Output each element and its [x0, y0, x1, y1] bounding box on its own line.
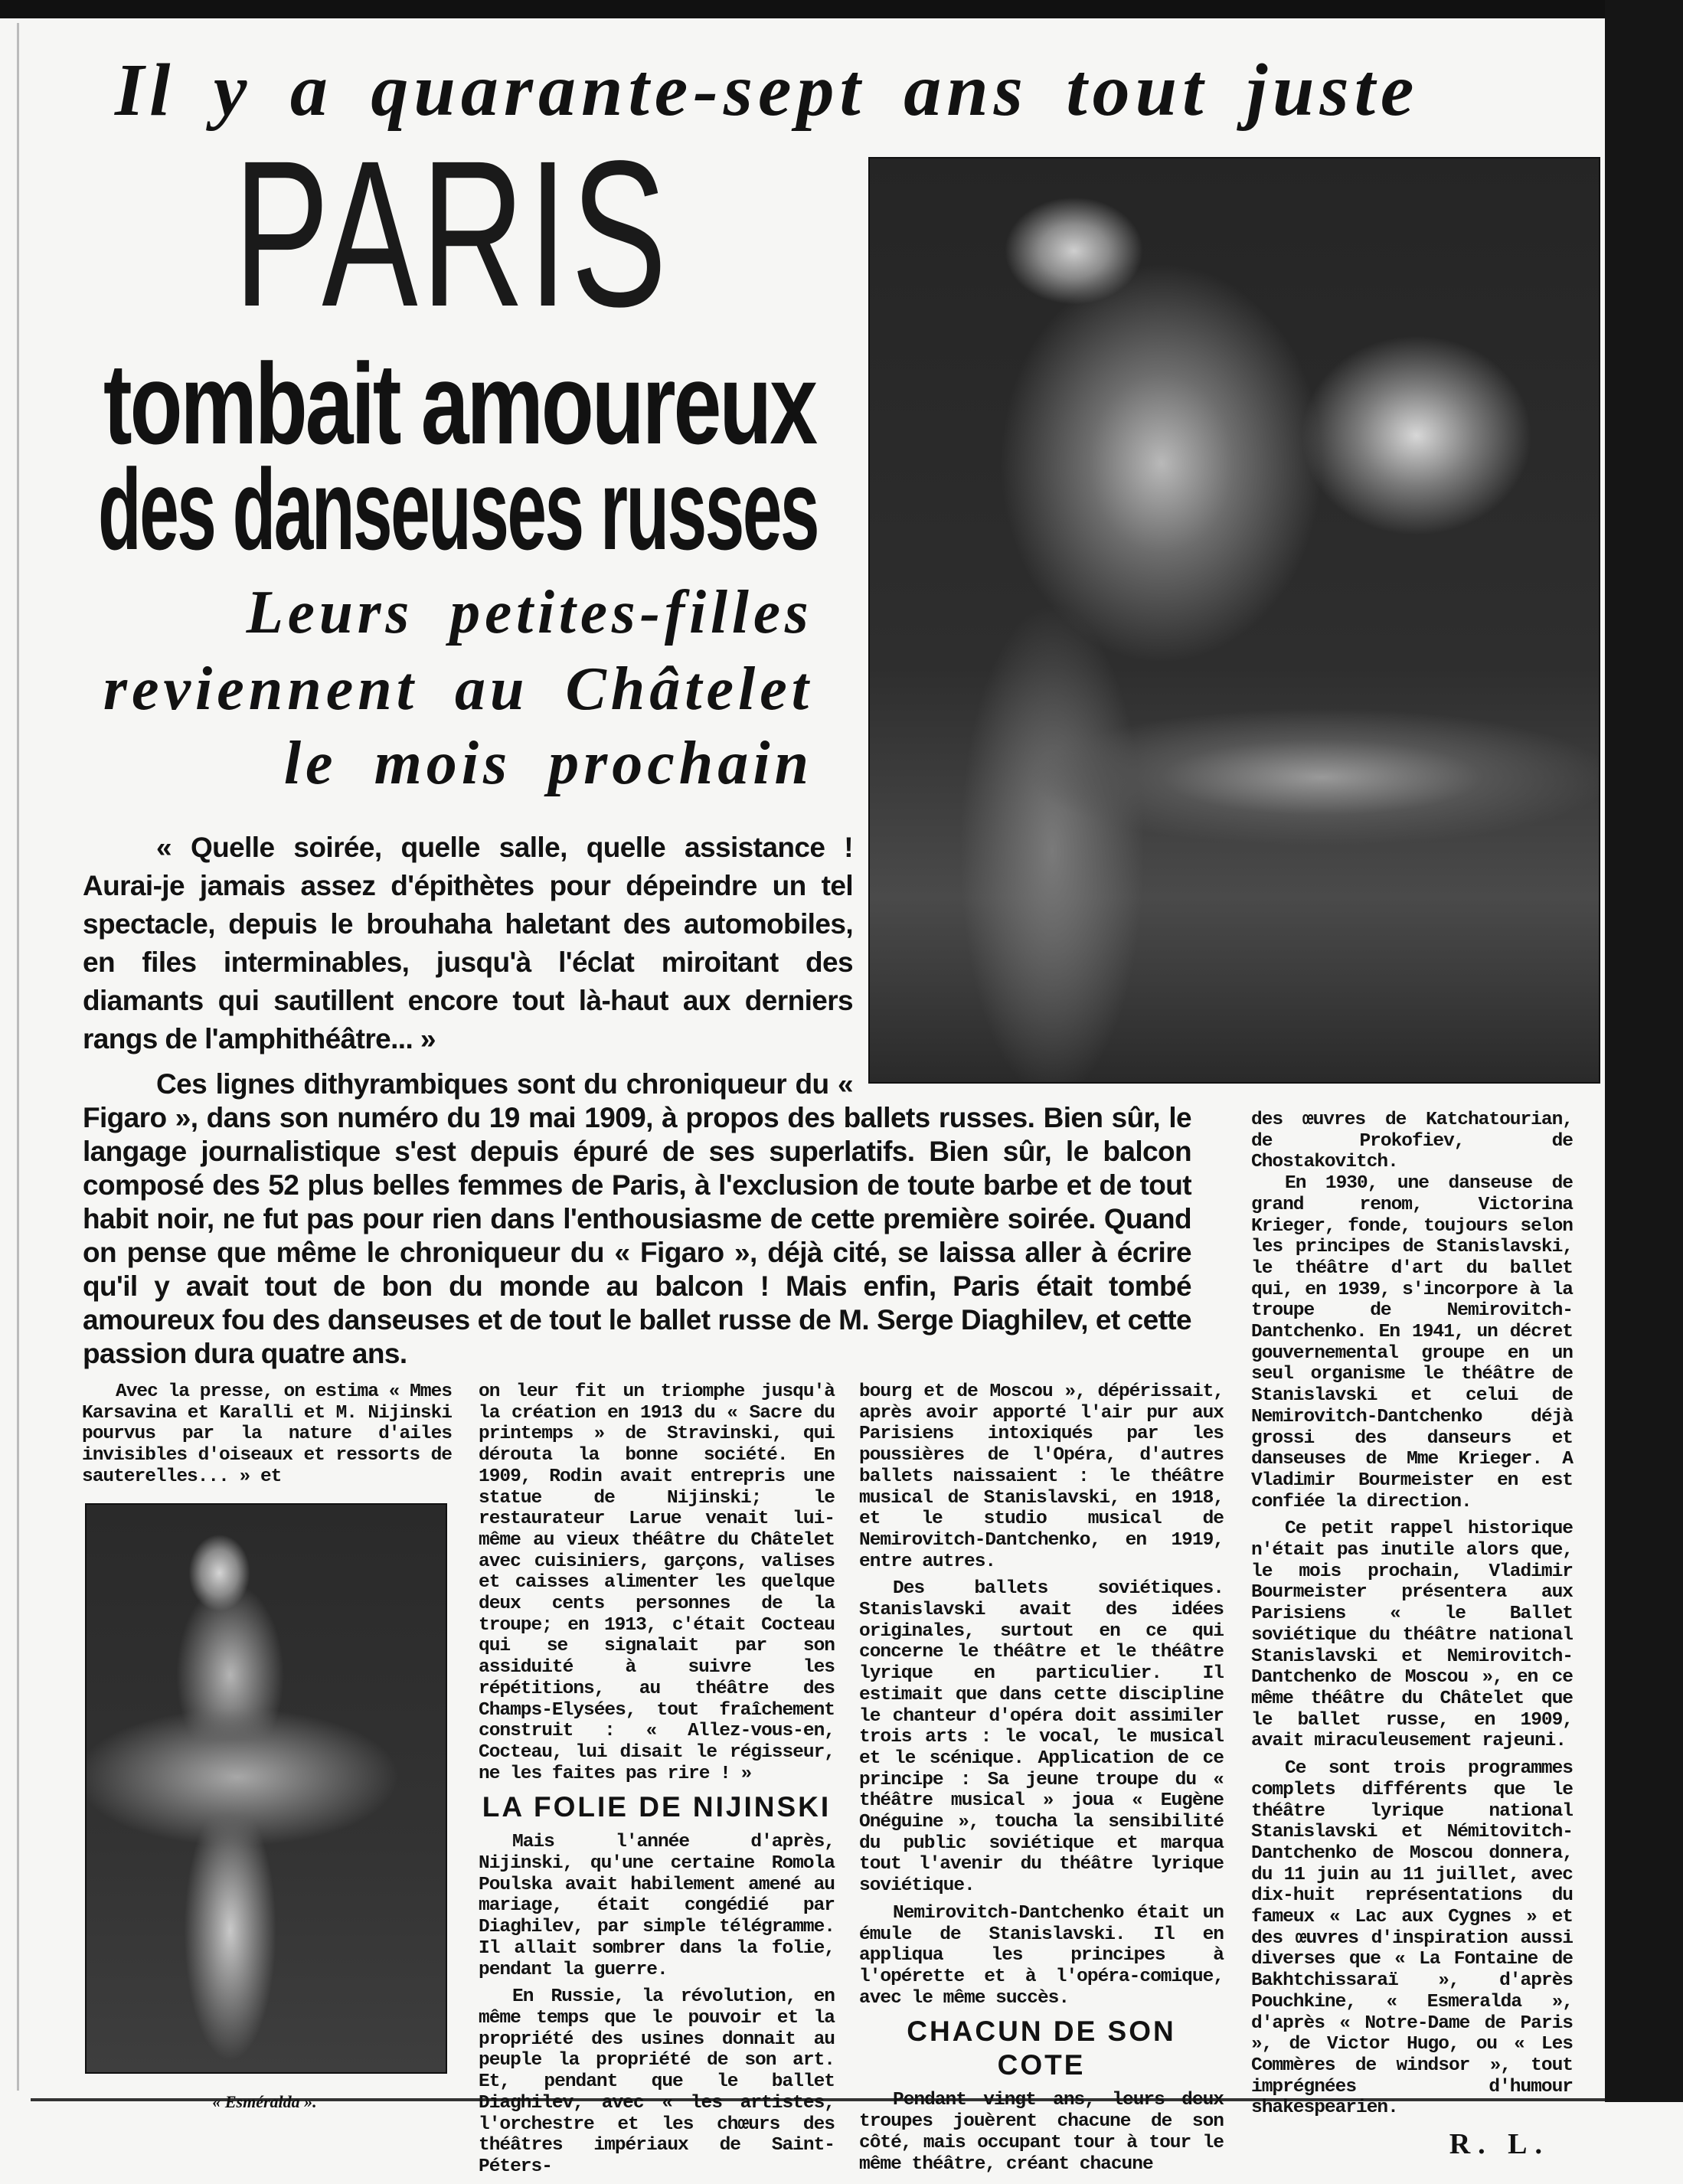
- section-heading-folie: LA FOLIE DE NIJINSKI: [482, 1791, 832, 1823]
- column-paragraph: En 1930, une danseuse de grand renom, Victorina Krieger, fonde, toujours selon les principes de Stanislavski, le théâtre d'art du ballet qui, en 1939, s'incorpore à la troupe de Nemirovitch-Dantchenko. En 1941, un décret gouvernemental groupe en un seul organisme le théâtre de Stanislavski et celui de Nemirovitch-Dantchenko déjà grossi des danseurs et danseuses de Mme Krieger. A Vladimir Bourmeister en est confiée la direction.: [1251, 1173, 1573, 1512]
- headline-line-2: des danseuses russes: [98, 445, 818, 574]
- column-paragraph: des œuvres de Katchatourian, de Prokofiev, de Chostakovitch.: [1251, 1110, 1573, 1173]
- article-column-1: [82, 1381, 452, 1494]
- article-title: PARIS: [234, 117, 670, 350]
- headline-line-1: tombait amoureux: [103, 339, 815, 468]
- column-paragraph: Mais l'année d'après, Nijinski, qu'une certaine Romola Poulska avait habilement amené au mariage, était congédié par Diaghilev, par simple télégramme. Il allait sombrer dans la folie, pendant la guerre.: [479, 1832, 835, 1980]
- intro-block: [83, 829, 1191, 1371]
- intro-paragraph: Ces lignes dithyrambiques sont du chroniqueur du « Figaro », dans son numéro du 19 mai 1909, à propos des ballets russes. Bien sûr, le langage journalistique s'est depuis épuré de ses superlatifs. Bien sûr, le balcon composé des 52 plus belles femmes de Paris, à l'exclusion de toute barbe et de tout habit noir, ne fut pas pour rien dans l'enthousiasme de cette première soirée. Quand on pense que même le chroniqueur du « Figaro », déjà cité, se laissa aller à écrire qu'il y avait tout de bon du monde au balcon ! Mais enfin, Paris était tombé amoureux fou des danseuses et de tout le ballet russe de M. Serge Diaghilev, et cette passion dura quatre ans.: [83, 1068, 1191, 1369]
- column-paragraph: bourg et de Moscou », dépérissait, après avoir apporté l'air pur aux Parisiens intoxiqués par les poussières de l'Opéra, d'autres ballets naissaient : le théâtre musical de Stanislavski, en 1918, et le studio musical de Nemirovitch-Dantchenko, en 1919, entre autres.: [859, 1381, 1224, 1572]
- intro-quote: « Quelle soirée, quelle salle, quelle assistance ! Aurai-je jamais assez d'épithètes pour dépeindre un tel spectacle, depuis le brouhaha haletant des automobiles, en files interminables, jusqu'à l'éclat miroitant des diamants qui sautillent encore tout là-haut aux derniers rangs de l'amphithéâtre... »: [83, 832, 853, 1054]
- esmeralda-dancer-photo: [85, 1503, 447, 2074]
- page-right-border: [1605, 0, 1683, 2102]
- photo-wrap-spacer: [853, 829, 1191, 1089]
- column-paragraph: En Russie, la révolution, en même temps que le pouvoir et la propriété des usines donnait au peuple la propriété de son art. Et, pendant que le ballet Diaghilev, avec « les artistes, l'orchestre et les chœurs des théâtres impériaux de Saint-Péters-: [479, 1986, 835, 2177]
- column-paragraph: on leur fit un triomphe jusqu'à la création en 1913 du « Sacre du printemps » de Stravinski, qui dérouta la bonne société. En 1909, Rodin avait entrepris une statue de Nijinski; le restaurateur Larue venait lui-même au vieux théâtre du Châtelet avec cuisiniers, garçons, valises et caisses alimenter les quelque deux cents personnes de la troupe; en 1913, c'était Cocteau qui se signalait par son assiduité à suivre les répétitions, au théâtre des Champs-Elysées, tout fraîchement construit : « Allez-vous-en, Cocteau, lui disait le régisseur, ne les faites pas rire ! »: [479, 1381, 835, 1784]
- author-signature: R. L.: [1449, 2128, 1550, 2161]
- subheadline-line-2: reviennent au Châtelet: [103, 656, 813, 723]
- section-heading-chacun: CHACUN DE SON COTE: [907, 2016, 1176, 2081]
- column-paragraph: Des ballets soviétiques. Stanislavski avait des idées originales, surtout en ce qui concerne le théâtre et le théâtre lyrique en particulier. Il estimait que dans cette discipline le chanteur d'opéra doit assimiler trois arts : le vocal, le musical et le scénique. Application de ce principe : Sa jeune troupe du « théâtre musical » joua « Eugène Onéguine », toucha la sensibilité du public soviétique et marqua tout l'avenir du théâtre lyrique soviétique.: [859, 1578, 1224, 1897]
- column-paragraph: Avec la presse, on estima « Mmes Karsavina et Karalli et M. Nijinski pourvus par la nature d'ailes invisibles d'oiseaux et ressorts de sauterelles... » et: [82, 1381, 452, 1487]
- article-column-3: [859, 1381, 1224, 2181]
- article-column-2: [479, 1381, 835, 2184]
- page-top-border: [0, 0, 1683, 18]
- column-paragraph: Ce petit rappel historique n'était pas inutile alors que, le mois prochain, Vladimir Bourmeister présentera aux Parisiens « le Ballet soviétique du théâtre national Stanislavski et Nemirovitch-Dantchenko de Moscou », en ce même théâtre du Châtelet que le ballet russe, en 1909, avait miraculeusement rajeuni.: [1251, 1519, 1573, 1752]
- page-left-edge: [17, 23, 19, 2091]
- article-kicker: Il y a quarante-sept ans tout juste: [115, 49, 1420, 132]
- photo-caption: « Esméralda ».: [212, 2092, 317, 2111]
- column-paragraph: Nemirovitch-Dantchenko était un émule de Stanislavski. Il en appliqua les principes à l'opérette et à l'opéra-comique, avec le même succès.: [859, 1902, 1224, 2009]
- column-paragraph: Ce sont trois programmes complets différents que le théâtre lyrique national Stanislavski et Némitovitch-Dantchenko de Moscou donnera, du 11 juin au 11 juillet, avec dix-huit représentations du fameux « Lac aux Cygnes » et des œuvres d'inspiration aussi diverses que « La Fontaine de Bakhtchissaraï », d'après Pouchkine, « Esmeralda », d'après « Notre-Dame de Paris », de Victor Hugo, ou « Les Commères de windsor », tout imprégnées d'humour shakespearien.: [1251, 1758, 1573, 2119]
- subheadline-line-1: Leurs petites-filles: [247, 579, 813, 646]
- article-column-4: [1251, 1110, 1573, 2162]
- column-paragraph: Pendant vingt ans, leurs deux troupes jouèrent chacune de son côté, mais occupant tour à tour le même théâtre, créant chacune: [859, 2090, 1224, 2175]
- subheadline-line-3: le mois prochain: [283, 730, 813, 797]
